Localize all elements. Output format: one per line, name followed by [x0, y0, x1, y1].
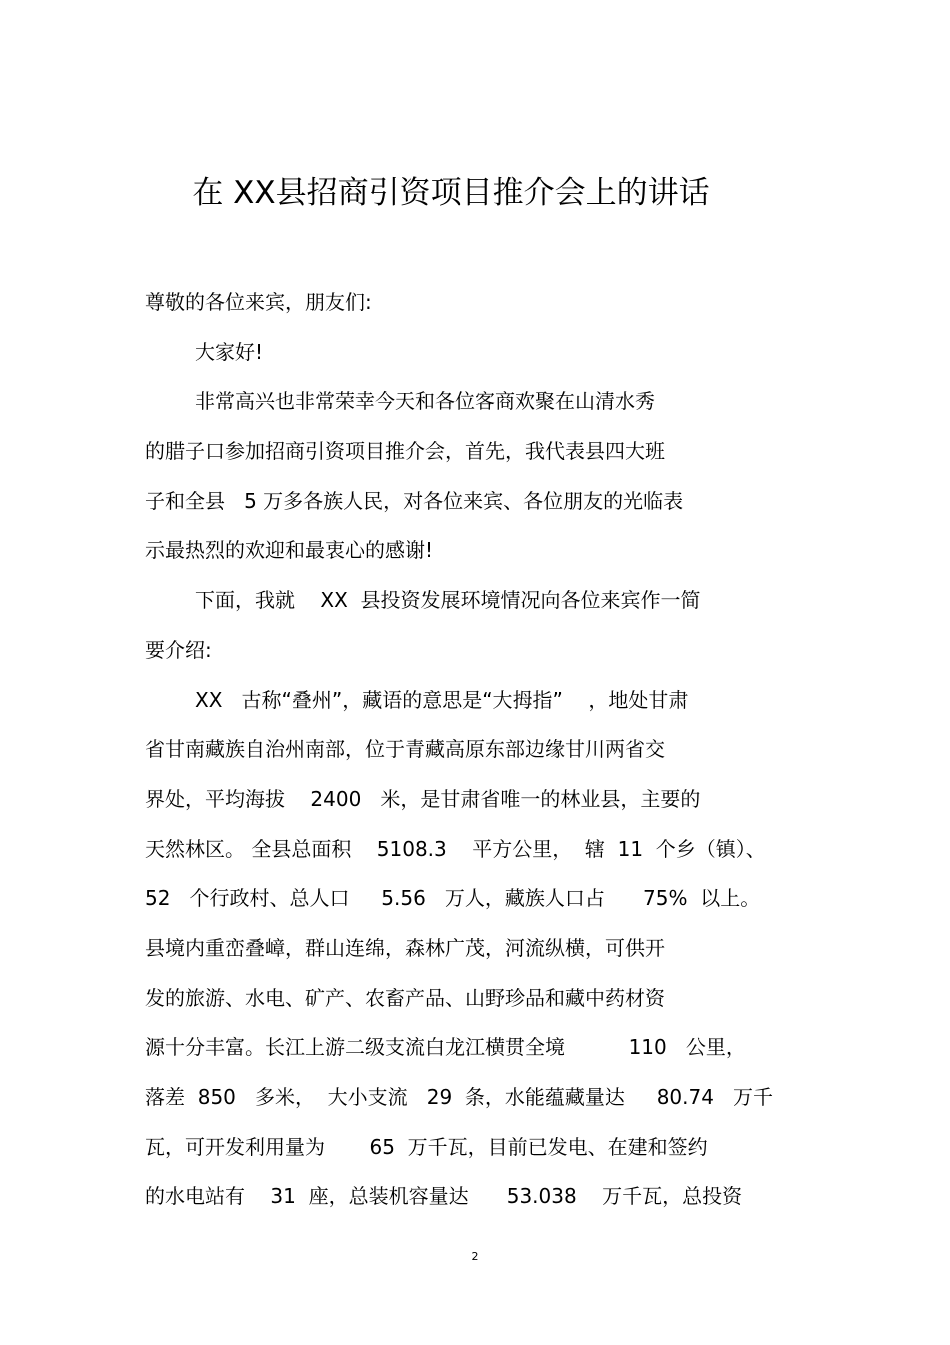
paragraph-line: 源十分丰富。长江上游二级支流白龙江横贯全境 110 公里， [145, 1035, 746, 1060]
paragraph-line: 示最热烈的欢迎和最衷心的感谢! [145, 538, 434, 563]
paragraph-line: 县境内重峦叠嶂，群山连绵，森林广茂，河流纵横，可供开 [145, 935, 665, 960]
paragraph-line: 子和全县 5 万多各族人民，对各位来宾、各位朋友的光临表 [145, 488, 684, 513]
paragraph-line: 发的旅游、水电、矿产、农畜产品、山野珍品和藏中药材资 [145, 985, 665, 1010]
document-body [145, 278, 845, 1222]
paragraph-line: 下面，我就 XX 县投资发展环境情况向各位来宾作一简 [195, 588, 701, 613]
greeting-line: 大家好! [195, 339, 264, 364]
salutation-line: 尊敬的各位来宾，朋友们: [145, 290, 372, 314]
paragraph-line: 天然林区。 全县总面积 5108.3 平方公里， 辖 11 个乡（镇）、 [145, 836, 766, 861]
paragraph-line: XX 古称“叠州”，藏语的意思是“大拇指” ，地处甘肃 [195, 687, 689, 712]
paragraph-line: 落差 850 多米， 大小支流 29 条，水能蕴藏量达 80.74 万千 [145, 1085, 774, 1109]
paragraph-line: 非常高兴也非常荣幸今天和各位客商欢聚在山清水秀 [195, 389, 655, 414]
paragraph-line: 省甘南藏族自治州南部，位于青藏高原东部边缘甘川两省交 [145, 737, 665, 762]
paragraph-line: 的腊子口参加招商引资项目推介会，首先，我代表县四大班 [145, 439, 665, 464]
document-title: 在 XX县招商引资项目推介会上的讲话 [192, 175, 710, 211]
paragraph-line: 要介绍: [145, 637, 212, 662]
paragraph-line: 界处，平均海拔 2400 米，是甘肃省唯一的林业县，主要的 [145, 786, 701, 811]
paragraph-line: 的水电站有 31 座，总装机容量达 53.038 万千瓦，总投资 [145, 1184, 743, 1209]
paragraph-line: 52 个行政村、总人口 5.56 万人，藏族人口占 75% 以上。 [145, 886, 761, 911]
page-number: 2 [471, 1250, 479, 1263]
paragraph-line: 瓦，可开发利用量为 65 万千瓦，目前已发电、在建和签约 [145, 1134, 708, 1159]
